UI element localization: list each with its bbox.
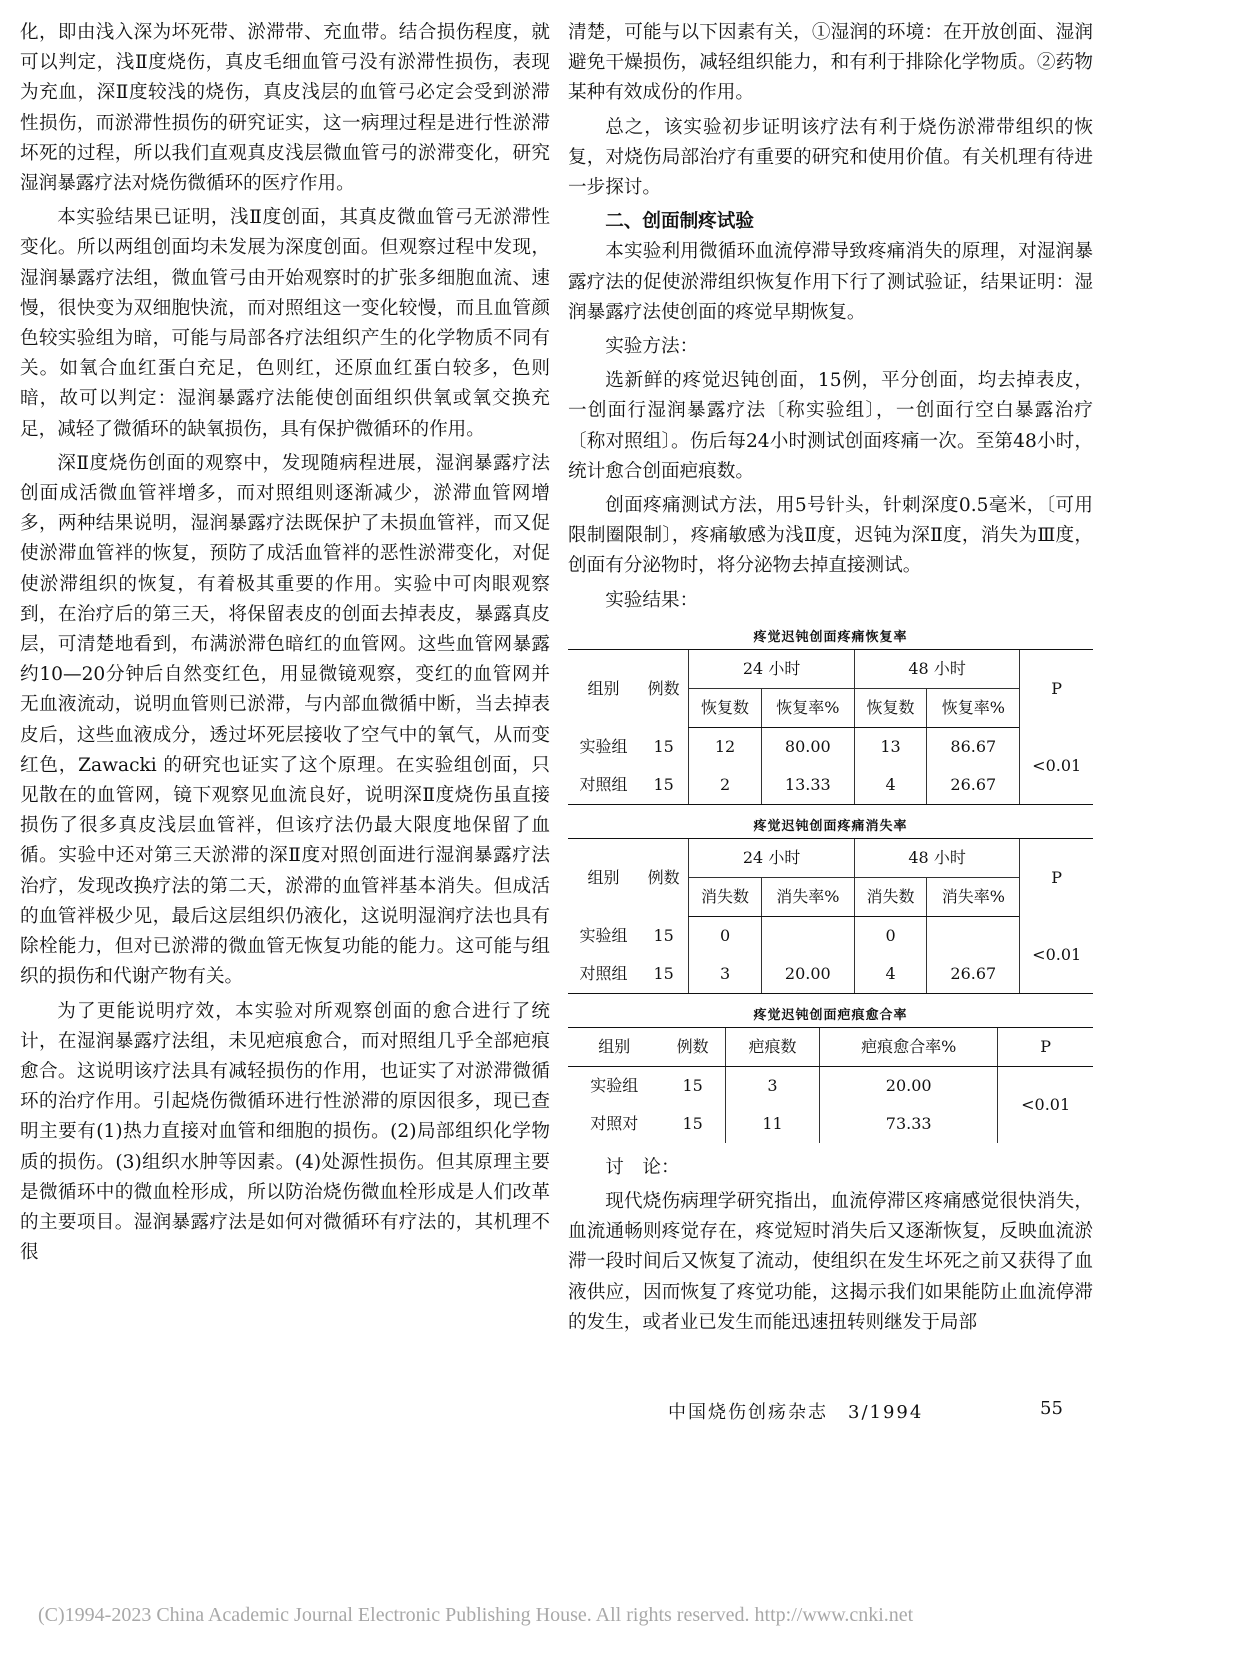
table1-r2-c24: 2 bbox=[689, 766, 761, 805]
table3-r1-rate: 20.00 bbox=[820, 1066, 998, 1105]
copyright-notice: (C)1994-2023 China Academic Journal Electronic Publishing House. All rights reserved. http://www.cnki.net bbox=[38, 1604, 914, 1626]
table3-h-group: 组别 bbox=[568, 1027, 660, 1066]
table2-h-count-24: 消失数 bbox=[689, 877, 761, 916]
table1-r1-c24: 12 bbox=[689, 727, 761, 766]
table1-r2-cases: 15 bbox=[639, 766, 689, 805]
table1-r1-r24: 80.00 bbox=[761, 727, 854, 766]
right-column bbox=[568, 18, 1093, 1342]
right-paragraph-1: 清楚，可能与以下因素有关，①湿润的环境：在开放创面、湿润避免干燥损伤，减轻组织能力，和有利于排除化学物质。②药物某种有效成份的作用。 bbox=[568, 22, 1093, 104]
table1-p-value: <0.01 bbox=[1020, 727, 1093, 804]
table2-h-cases: 例数 bbox=[639, 838, 689, 916]
table1-caption: 疼觉迟钝创面疼痛恢复率 bbox=[753, 629, 908, 645]
table3-h-p: P bbox=[998, 1027, 1093, 1066]
table3-r2-rate: 73.33 bbox=[820, 1105, 998, 1143]
section-heading: 二、创面制疼试验 bbox=[605, 211, 754, 233]
table1-r2-r24: 13.33 bbox=[761, 766, 854, 805]
table1-r2-r48: 26.67 bbox=[927, 766, 1020, 805]
table2-h-rate-24: 消失率% bbox=[761, 877, 854, 916]
discussion-heading: 讨 论： bbox=[605, 1156, 680, 1178]
table-row bbox=[568, 766, 1093, 805]
table2-h-48: 48 小时 bbox=[854, 838, 1020, 877]
table2-r2-c48: 4 bbox=[854, 955, 926, 994]
table2-r1-cases: 15 bbox=[653, 925, 674, 945]
journal-footer: 中国烧伤创疡杂志 3/1994 bbox=[668, 1402, 924, 1423]
table2-r1-c24: 0 bbox=[689, 916, 761, 955]
table2-r2-c24: 3 bbox=[689, 955, 761, 994]
table1-h-group: 组别 bbox=[568, 649, 639, 727]
left-paragraph-3: 深Ⅱ度烧伤创面的观察中，发现随病程进展，湿润暴露疗法创面成活微血管袢增多，而对照组则逐渐减少，淤滞血管网增多，两种结果说明，湿润暴露疗法既保护了未损血管袢，而又促使淤滞血管袢的恢复，预防了成活血管袢的恶性淤滞变化，对促使淤滞组织的恢复，有着极其重要的作用。实验中可肉眼观察到，在治疗后的第三天，将保留表皮的创面去掉表皮，暴露真皮层，可清楚地看到，布满淤滞色暗红的血管网。这些血管网暴露约10—20分钟后自然变红色，用显微镜观察，变红的血管网并无血液流动，说明血管则已淤滞，与内部血微循中断，当去掉表皮后，这些血液成分，透过坏死层接收了空气中的氧气，从而变红色，Zawacki 的研究也证实了这个原理。在实验组创面，只见散在的血管网，镜下观察见血流良好，说明深Ⅱ度烧伤虽直接损伤了很多真皮浅层血管袢，但该疗法仍最大限度地保留了血循。实验中还对第三天淤滞的深Ⅱ度对照创面进行湿润暴露疗法治疗，发现改换疗法的第二天，淤滞的血管袢基本消失。但成活的血管袢极少见，最后这层组织仍液化，这说明湿润疗法也具有除栓能力，但对已淤滞的微血管无恢复功能的能力。这可能与组织的损伤和代谢产物有关。 bbox=[20, 452, 550, 988]
table1-r1-c48: 13 bbox=[854, 727, 926, 766]
table1-h-48: 48 小时 bbox=[854, 649, 1020, 688]
discussion-paragraph: 现代烧伤病理学研究指出，血流停滞区疼痛感觉很快消失，血流通畅则疼觉存在，疼觉短时消失后又逐渐恢复，反映血流淤滞一段时间后又恢复了流动，使组织在发生坏死之前又获得了血液供应，因而恢复了疼觉功能，这揭示我们如果能防止血流停滞的发生，或者业已发生而能迅速扭转则继发于局部 bbox=[568, 1191, 1093, 1333]
table-row bbox=[568, 727, 1093, 766]
table2-r1-c48: 0 bbox=[854, 916, 926, 955]
table1-h-rate-48: 恢复率% bbox=[927, 688, 1020, 727]
method-label: 实验方法： bbox=[605, 336, 699, 358]
table1-r1-r48: 86.67 bbox=[927, 727, 1020, 766]
table3-h-scar: 疤痕数 bbox=[725, 1027, 819, 1066]
table2-r2-r48: 26.67 bbox=[927, 955, 1020, 994]
table1-h-p: P bbox=[1020, 649, 1093, 727]
table3-h-cases: 例数 bbox=[660, 1027, 725, 1066]
table3-p-value: <0.01 bbox=[998, 1066, 1093, 1143]
table2-r1-r24 bbox=[761, 916, 854, 955]
table1-h-cases: 例数 bbox=[639, 649, 689, 727]
table2-h-rate-48: 消失率% bbox=[927, 877, 1020, 916]
method-paragraph: 选新鲜的疼觉迟钝创面，15例，平分创面，均去掉表皮，一创面行湿润暴露疗法〔称实验组〕，一创面行空白暴露治疗〔称对照组〕。伤后每24小时测试创面疼痛一次。至第48小时，统计愈合创面疤痕数。 bbox=[568, 370, 1093, 482]
table3-r2-scar: 11 bbox=[725, 1105, 819, 1143]
table2-r2-r24: 20.00 bbox=[761, 955, 854, 994]
table1-r1-cases: 15 bbox=[653, 736, 674, 756]
table2-r2-group: 对照组 bbox=[568, 955, 639, 994]
table1-r1-group: 实验组 bbox=[579, 736, 628, 756]
table1-h-rate-24: 恢复率% bbox=[761, 688, 854, 727]
table3-r1-group: 实验组 bbox=[590, 1075, 639, 1095]
left-column bbox=[20, 18, 550, 1272]
table1-r2-group: 对照组 bbox=[568, 766, 639, 805]
table3-r1-cases: 15 bbox=[682, 1075, 703, 1095]
table2-r1-group: 实验组 bbox=[579, 925, 628, 945]
table1-h-24: 24 小时 bbox=[689, 649, 855, 688]
left-paragraph-4: 为了更能说明疗效，本实验对所观察创面的愈合进行了统计，在湿润暴露疗法组，未见疤痕愈合，而对照组几乎全部疤痕愈合。这说明该疗法具有减轻损伤的作用，也证实了对淤滞微循环的治疗作用。引起烧伤微循环进行性淤滞的原因很多，现已查明主要有(1)热力直接对血管和细胞的损伤。(2)局部组织化学物质的损伤。(3)组织水肿等因素。(4)处源性损伤。但其原理主要是微循环中的微血栓形成，所以防治烧伤微血栓形成是人们改革的主要项目。湿润暴露疗法是如何对微循环有疗法的，其机理不很 bbox=[20, 1000, 550, 1264]
right-paragraph-2: 总之，该实验初步证明该疗法有利于烧伤淤滞带组织的恢复，对烧伤局部治疗有重要的研究和使用价值。有关机理有待进一步探讨。 bbox=[568, 116, 1093, 199]
table1-h-count-48: 恢复数 bbox=[854, 688, 926, 727]
table3-r2-group: 对照对 bbox=[590, 1113, 639, 1133]
table2-r2-cases: 15 bbox=[639, 955, 689, 994]
left-paragraph-1: 化，即由浅入深为坏死带、淤滞带、充血带。结合损伤程度，就可以判定，浅Ⅱ度烧伤，真皮毛细血管弓没有淤滞性损伤，表现为充血，深Ⅱ度较浅的烧伤，真皮浅层的血管弓必定会受到淤滞性损伤，而淤滞性损伤的研究证实，这一病理过程是进行性淤滞坏死的过程，所以我们直观真皮浅层微血管弓的淤滞变化，研究湿润暴露疗法对烧伤微循环的医疗作用。 bbox=[20, 22, 550, 195]
table2-h-count-48: 消失数 bbox=[854, 877, 926, 916]
table1-r2-c48: 4 bbox=[854, 766, 926, 805]
table2-r1-r48 bbox=[927, 916, 1020, 955]
results-label: 实验结果： bbox=[605, 589, 699, 611]
table3-h-rate: 疤痕愈合率% bbox=[820, 1027, 998, 1066]
table3 bbox=[568, 1027, 1093, 1143]
table2-caption: 疼觉迟钝创面疼痛消失率 bbox=[753, 818, 908, 834]
table1 bbox=[568, 649, 1093, 805]
table-row bbox=[568, 955, 1093, 994]
right-paragraph-3: 本实验利用微循环血流停滞导致疼痛消失的原理，对湿润暴露疗法的促使淤滞组织恢复作用下行了测试验证，结果证明：湿润暴露疗法使创面的疼觉早期恢复。 bbox=[568, 241, 1093, 323]
table3-r2-cases: 15 bbox=[682, 1113, 703, 1133]
table2-h-group: 组别 bbox=[568, 838, 639, 916]
page-number: 55 bbox=[1040, 1398, 1063, 1419]
table3-r1-scar: 3 bbox=[725, 1066, 819, 1105]
table1-h-count-24: 恢复数 bbox=[689, 688, 761, 727]
left-paragraph-2: 本实验结果已证明，浅Ⅱ度创面，其真皮微血管弓无淤滞性变化。所以两组创面均未发展为深度创面。但观察过程中发现，湿润暴露疗法组，微血管弓由开始观察时的扩张多细胞血流、速慢，很快变为双细胞快流，而对照组这一变化较慢，而且血管颜色较实验组为暗，可能与局部各疗法组织产生的化学物质不同有关。如氧合血红蛋白充足，色则红，还原血红蛋白较多，色则暗，故可以判定：湿润暴露疗法能使创面组织供氧或氧交换充足，减轻了微循环的缺氧损伤，具有保护微循环的作用。 bbox=[20, 207, 550, 440]
table-row bbox=[568, 916, 1093, 955]
table2-p-value: <0.01 bbox=[1020, 916, 1093, 993]
table2 bbox=[568, 838, 1093, 994]
table2-h-p: P bbox=[1020, 838, 1093, 916]
table2-h-24: 24 小时 bbox=[689, 838, 855, 877]
table-row bbox=[568, 1066, 1093, 1105]
table3-caption: 疼觉迟钝创面疤痕愈合率 bbox=[753, 1007, 908, 1023]
test-method-paragraph: 创面疼痛测试方法，用5号针头，针刺深度0.5毫米，〔可用限制圈限制〕，疼痛敏感为浅Ⅱ度，迟钝为深Ⅱ度，消失为Ⅲ度，创面有分泌物时，将分泌物去掉直接测试。 bbox=[568, 495, 1093, 577]
